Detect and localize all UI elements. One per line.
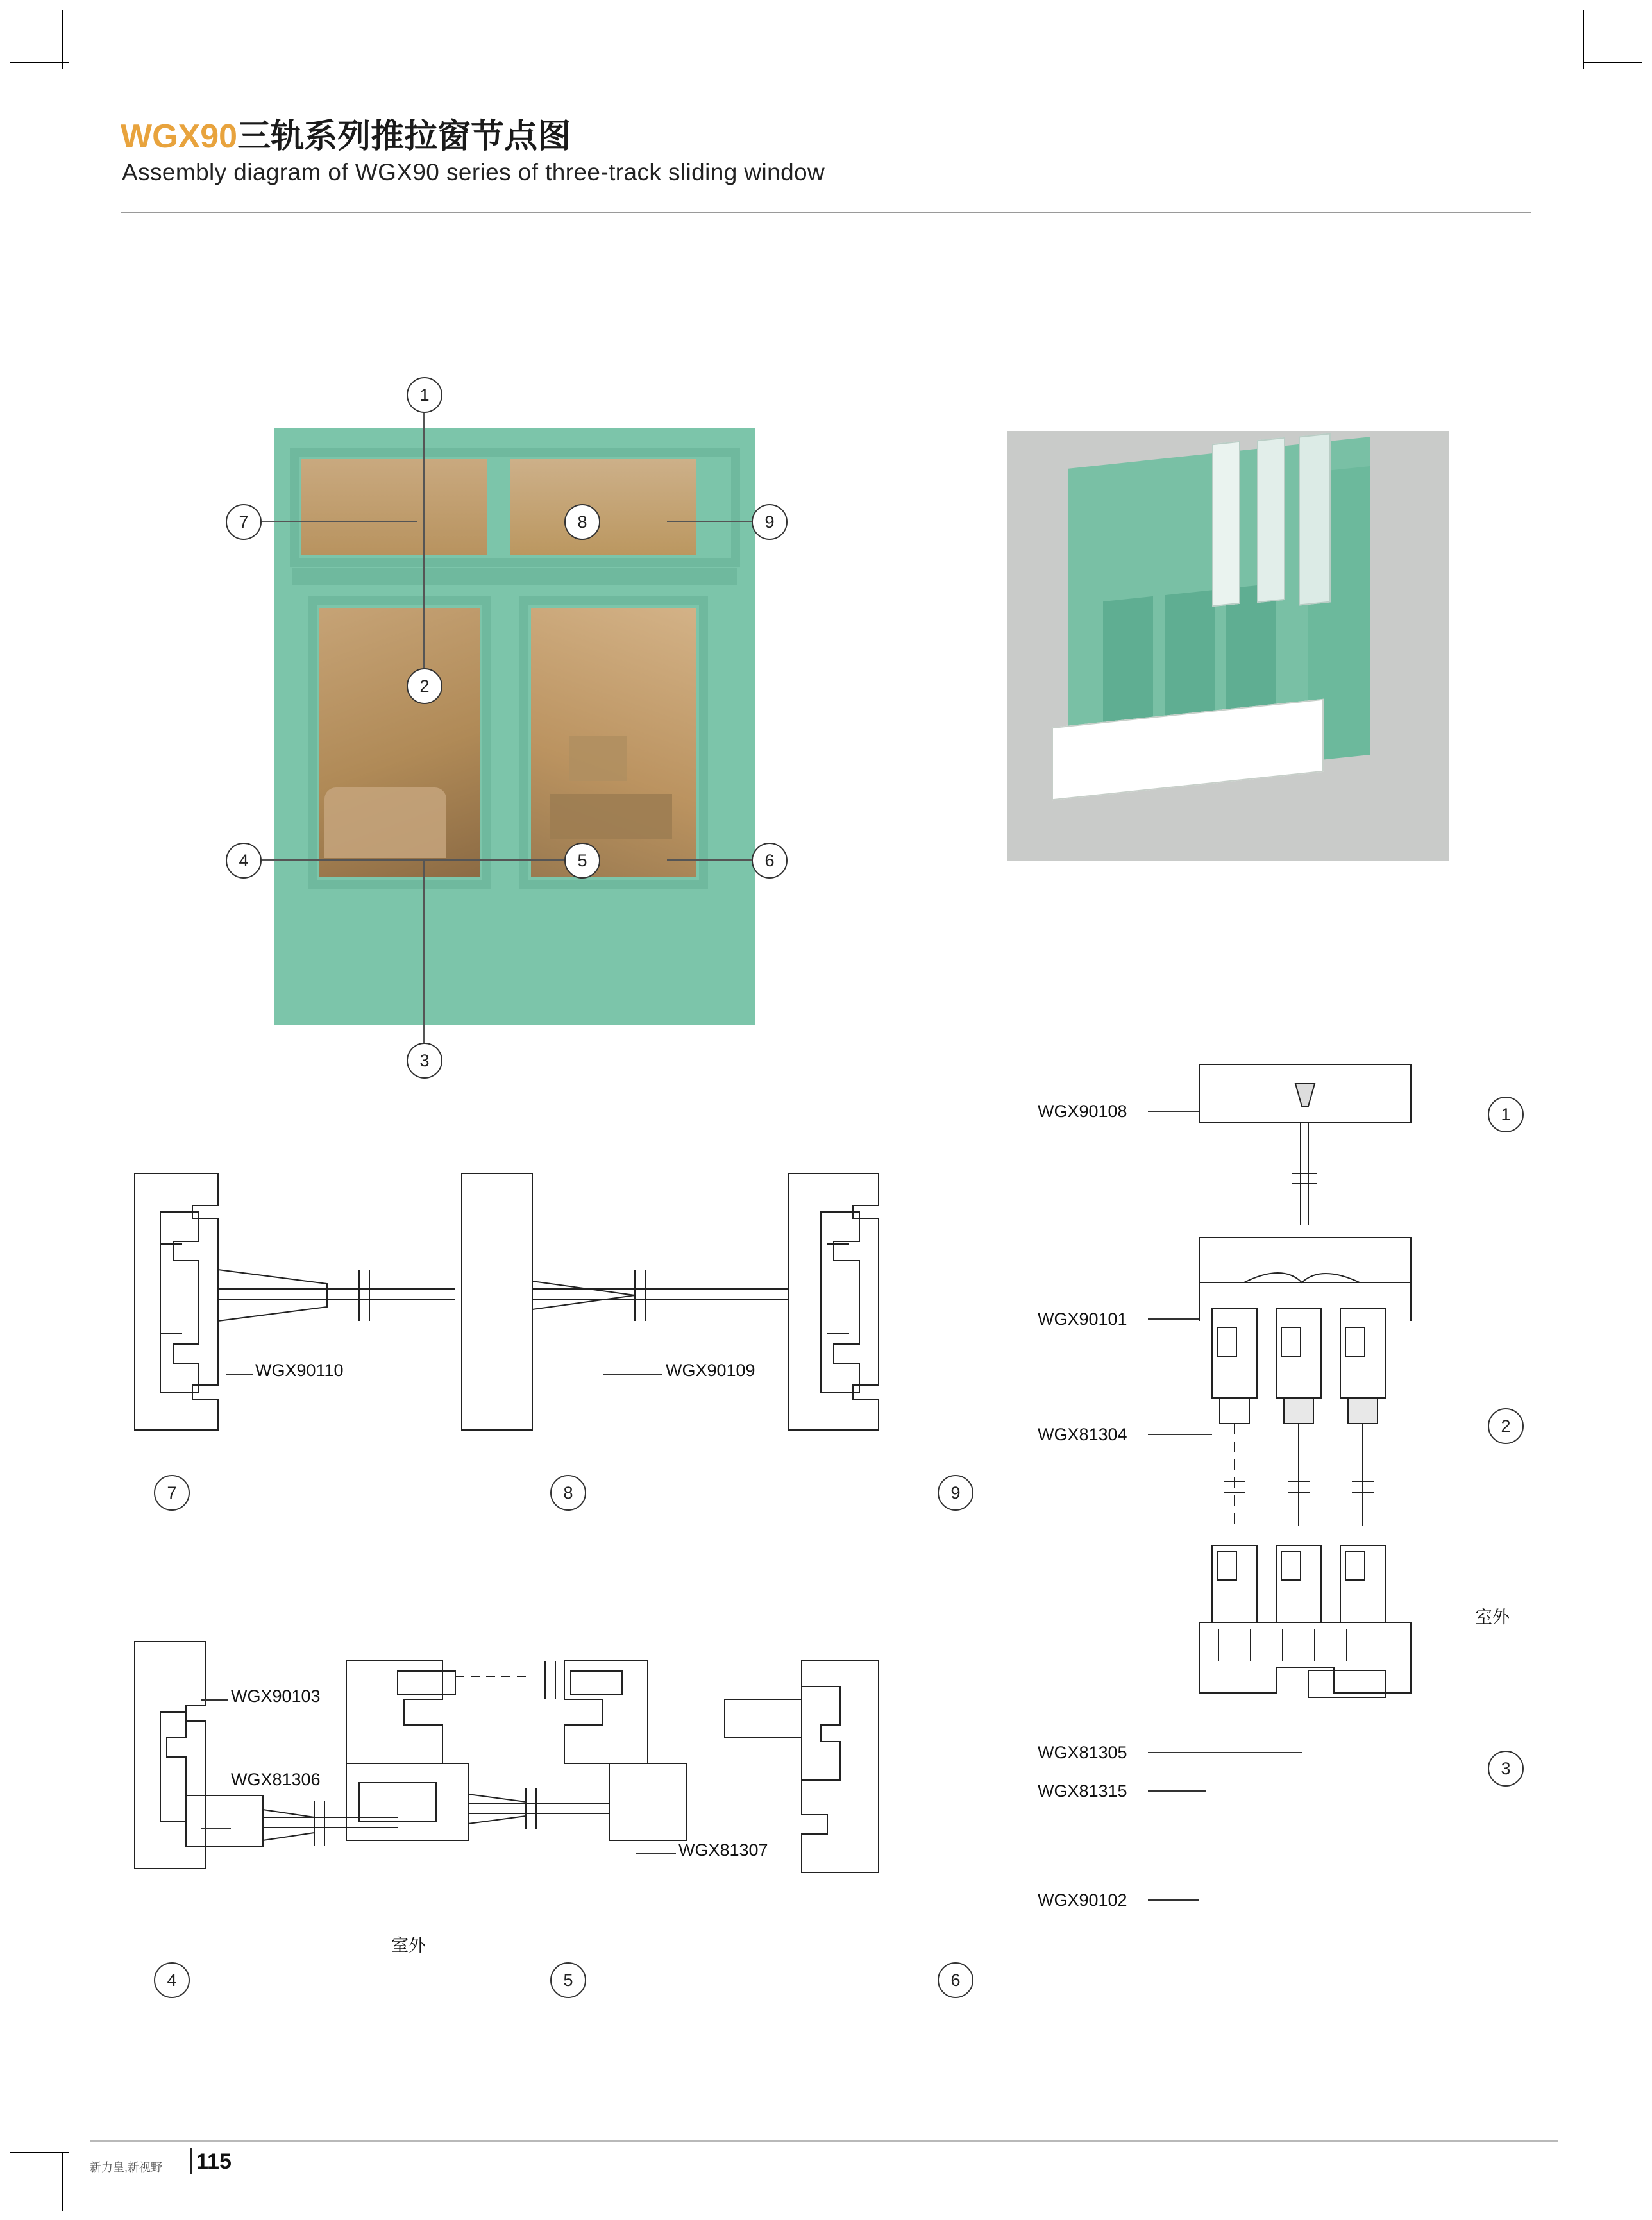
photo-glass-3 bbox=[1299, 433, 1331, 605]
crop-mark-top-left-v bbox=[62, 10, 63, 69]
label-wgx81306: WGX81306 bbox=[231, 1770, 321, 1789]
photo-glass-1 bbox=[1212, 441, 1240, 607]
horizontal-section-top bbox=[122, 1167, 975, 1436]
crop-mark-bottom-left-v bbox=[62, 2152, 63, 2211]
detail-number-8[interactable]: 8 bbox=[550, 1475, 586, 1511]
label-outdoor-left: 室外 bbox=[391, 1936, 426, 1955]
crop-mark-top-right-h bbox=[1583, 62, 1642, 63]
footer-brand: 新力皇,新视野 bbox=[90, 2161, 163, 2174]
label-line-81306 bbox=[201, 1828, 231, 1829]
detail-number-5[interactable]: 5 bbox=[550, 1962, 586, 1998]
callout-1[interactable]: 1 bbox=[407, 377, 442, 413]
footer-divider bbox=[90, 2140, 1558, 2142]
label-line-90109 bbox=[603, 1374, 662, 1375]
leader-4 bbox=[257, 859, 596, 861]
transom-frame bbox=[290, 448, 740, 567]
leader-3 bbox=[423, 859, 425, 1058]
leader-9 bbox=[667, 521, 755, 522]
label-line-81307 bbox=[636, 1853, 676, 1854]
detail-number-7[interactable]: 7 bbox=[154, 1475, 190, 1511]
footer-page-bar bbox=[190, 2148, 192, 2174]
detail-number-3[interactable]: 3 bbox=[1488, 1751, 1524, 1787]
label-wgx90101: WGX90101 bbox=[1038, 1309, 1127, 1329]
footer-page-number: 115 bbox=[196, 2149, 232, 2174]
label-line-90102 bbox=[1148, 1899, 1199, 1901]
leader-1 bbox=[423, 409, 425, 691]
label-outdoor-right: 室外 bbox=[1475, 1608, 1510, 1627]
sash-frame-left bbox=[308, 596, 491, 889]
page-subtitle: Assembly diagram of WGX90 series of three-track sliding window bbox=[122, 159, 825, 185]
photo-track-2 bbox=[1165, 590, 1215, 723]
photo-glass-2 bbox=[1257, 437, 1285, 603]
crop-mark-top-left-h bbox=[10, 62, 69, 63]
label-wgx90103: WGX90103 bbox=[231, 1686, 321, 1706]
header-divider bbox=[121, 212, 1531, 213]
detail-number-2[interactable]: 2 bbox=[1488, 1408, 1524, 1444]
label-line-81304 bbox=[1148, 1434, 1212, 1435]
label-line-90103 bbox=[201, 1699, 228, 1701]
page-title-rest: 三轨系列推拉窗节点图 bbox=[237, 118, 571, 155]
callout-7[interactable]: 7 bbox=[226, 504, 262, 540]
sash-frame-right bbox=[519, 596, 708, 889]
label-line-81305 bbox=[1148, 1752, 1302, 1753]
page-title bbox=[121, 109, 571, 157]
label-wgx81304: WGX81304 bbox=[1038, 1425, 1127, 1444]
callout-6[interactable]: 6 bbox=[752, 843, 788, 879]
crop-mark-bottom-left-h bbox=[10, 2152, 69, 2153]
callout-3[interactable]: 3 bbox=[407, 1043, 442, 1079]
label-line-90108 bbox=[1148, 1111, 1199, 1112]
leader-7 bbox=[257, 521, 417, 522]
callout-4[interactable]: 4 bbox=[226, 843, 262, 879]
detail-number-9[interactable]: 9 bbox=[938, 1475, 973, 1511]
callout-8[interactable]: 8 bbox=[564, 504, 600, 540]
label-wgx90110: WGX90110 bbox=[255, 1361, 344, 1380]
detail-number-4[interactable]: 4 bbox=[154, 1962, 190, 1998]
corner-section-photo bbox=[1007, 431, 1449, 861]
label-line-90101 bbox=[1148, 1318, 1199, 1320]
callout-2[interactable]: 2 bbox=[407, 668, 442, 704]
detail-number-6[interactable]: 6 bbox=[938, 1962, 973, 1998]
label-wgx81307: WGX81307 bbox=[678, 1840, 768, 1860]
window-render-photo bbox=[274, 428, 755, 1025]
label-line-90110 bbox=[226, 1374, 253, 1375]
photo-track-1 bbox=[1103, 596, 1153, 730]
page-title-code: WGX90 bbox=[121, 118, 238, 155]
crop-mark-top-right-v bbox=[1583, 10, 1584, 69]
label-wgx90108: WGX90108 bbox=[1038, 1102, 1127, 1121]
detail-number-1[interactable]: 1 bbox=[1488, 1097, 1524, 1132]
callout-5[interactable]: 5 bbox=[564, 843, 600, 879]
label-wgx81315: WGX81315 bbox=[1038, 1781, 1127, 1801]
callout-9[interactable]: 9 bbox=[752, 504, 788, 540]
label-wgx90109: WGX90109 bbox=[666, 1361, 755, 1380]
label-wgx81305: WGX81305 bbox=[1038, 1743, 1127, 1762]
label-line-81315 bbox=[1148, 1790, 1206, 1792]
window-mid-rail bbox=[292, 568, 738, 585]
vertical-section-drawing bbox=[1148, 1058, 1456, 1930]
leader-6 bbox=[667, 859, 755, 861]
label-wgx90102: WGX90102 bbox=[1038, 1890, 1127, 1910]
